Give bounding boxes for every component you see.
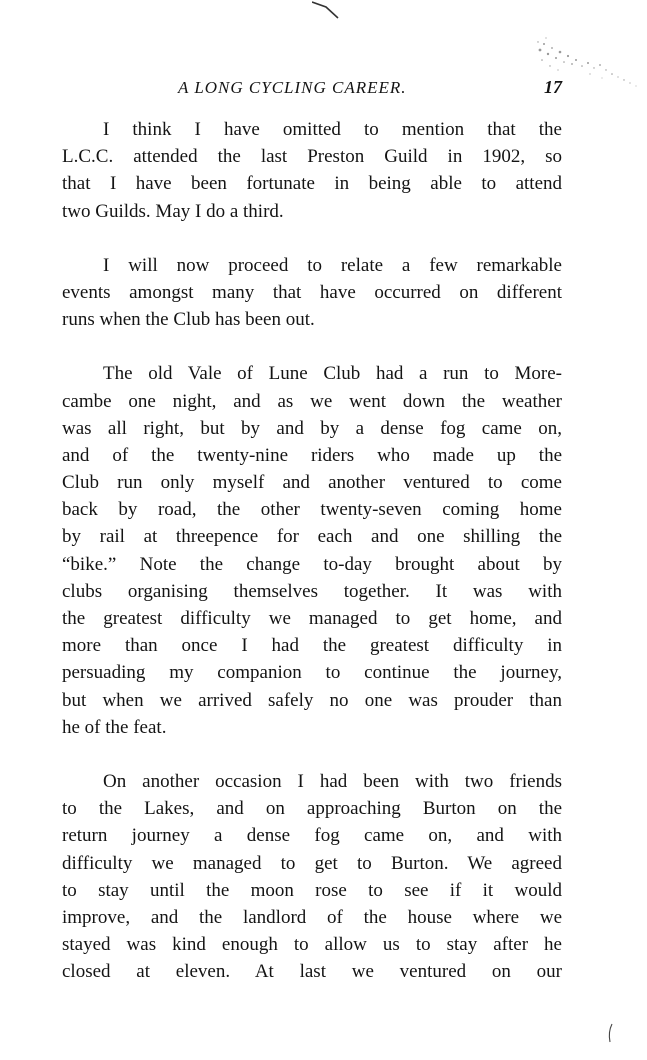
text-line: Club run only myself and another ventured to come (62, 472, 562, 494)
text-line: closed at eleven. At last we ventured on our (62, 961, 562, 983)
text-line: events amongst many that have occurred on different (62, 281, 562, 303)
text-line: to stay until the moon rose to see if it would (62, 879, 562, 901)
text-line: persuading my companion to continue the journey, (62, 662, 562, 684)
text-line: clubs organising themselves together. It was with (62, 580, 562, 602)
text-line: but when we arrived safely no one was prouder than (62, 689, 562, 711)
text-line: stayed was kind enough to allow us to stay after he (62, 934, 562, 956)
paragraph (62, 116, 562, 225)
text-line: by rail at threepence for each and one shilling the (62, 526, 562, 548)
text-line: I think I have omitted to mention that the (103, 119, 562, 140)
text-line: L.C.C. attended the last Preston Guild in 1902, so (62, 146, 562, 168)
text-line: cambe one night, and as we went down the weather (62, 390, 562, 412)
text-line: return journey a dense fog came on, and with (62, 825, 562, 847)
paragraph (62, 252, 562, 334)
text-line: difficulty we managed to get to Burton. We agreed (62, 852, 562, 874)
paragraph (62, 360, 562, 741)
text-line: he of the feat. (62, 716, 167, 738)
text-line: and of the twenty-nine riders who made up the (62, 444, 562, 466)
text-line: was all right, but by and by a dense fog came on, (62, 417, 562, 439)
text-line: improve, and the landlord of the house where we (62, 906, 562, 928)
text-line: I will now proceed to relate a few remarkable (103, 254, 562, 276)
page-number: 17 (544, 77, 562, 97)
body-text (62, 116, 562, 1012)
page-header (0, 78, 647, 102)
scan-mark-top (312, 0, 342, 20)
text-line: the greatest difficulty we managed to get home, and (62, 608, 562, 629)
text-line: “bike.” Note the change to-day brought about by (62, 553, 562, 575)
paragraph (62, 768, 562, 986)
text-line: two Guilds. May I do a third. (62, 200, 284, 222)
text-line: The old Vale of Lune Club had a run to More- (103, 363, 562, 385)
text-line: runs when the Club has been out. (62, 309, 315, 331)
text-line: back by road, the other twenty-seven coming home (62, 499, 562, 521)
scan-mark-bottom (603, 1020, 617, 1046)
text-line: On another occasion I had been with two friends (103, 770, 562, 792)
running-title: A LONG CYCLING CAREER. (178, 78, 407, 97)
text-line: to the Lakes, and on approaching Burton on the (62, 798, 562, 820)
text-line: more than once I had the greatest difficulty in (62, 635, 562, 657)
text-line: that I have been fortunate in being able to attend (62, 173, 562, 195)
